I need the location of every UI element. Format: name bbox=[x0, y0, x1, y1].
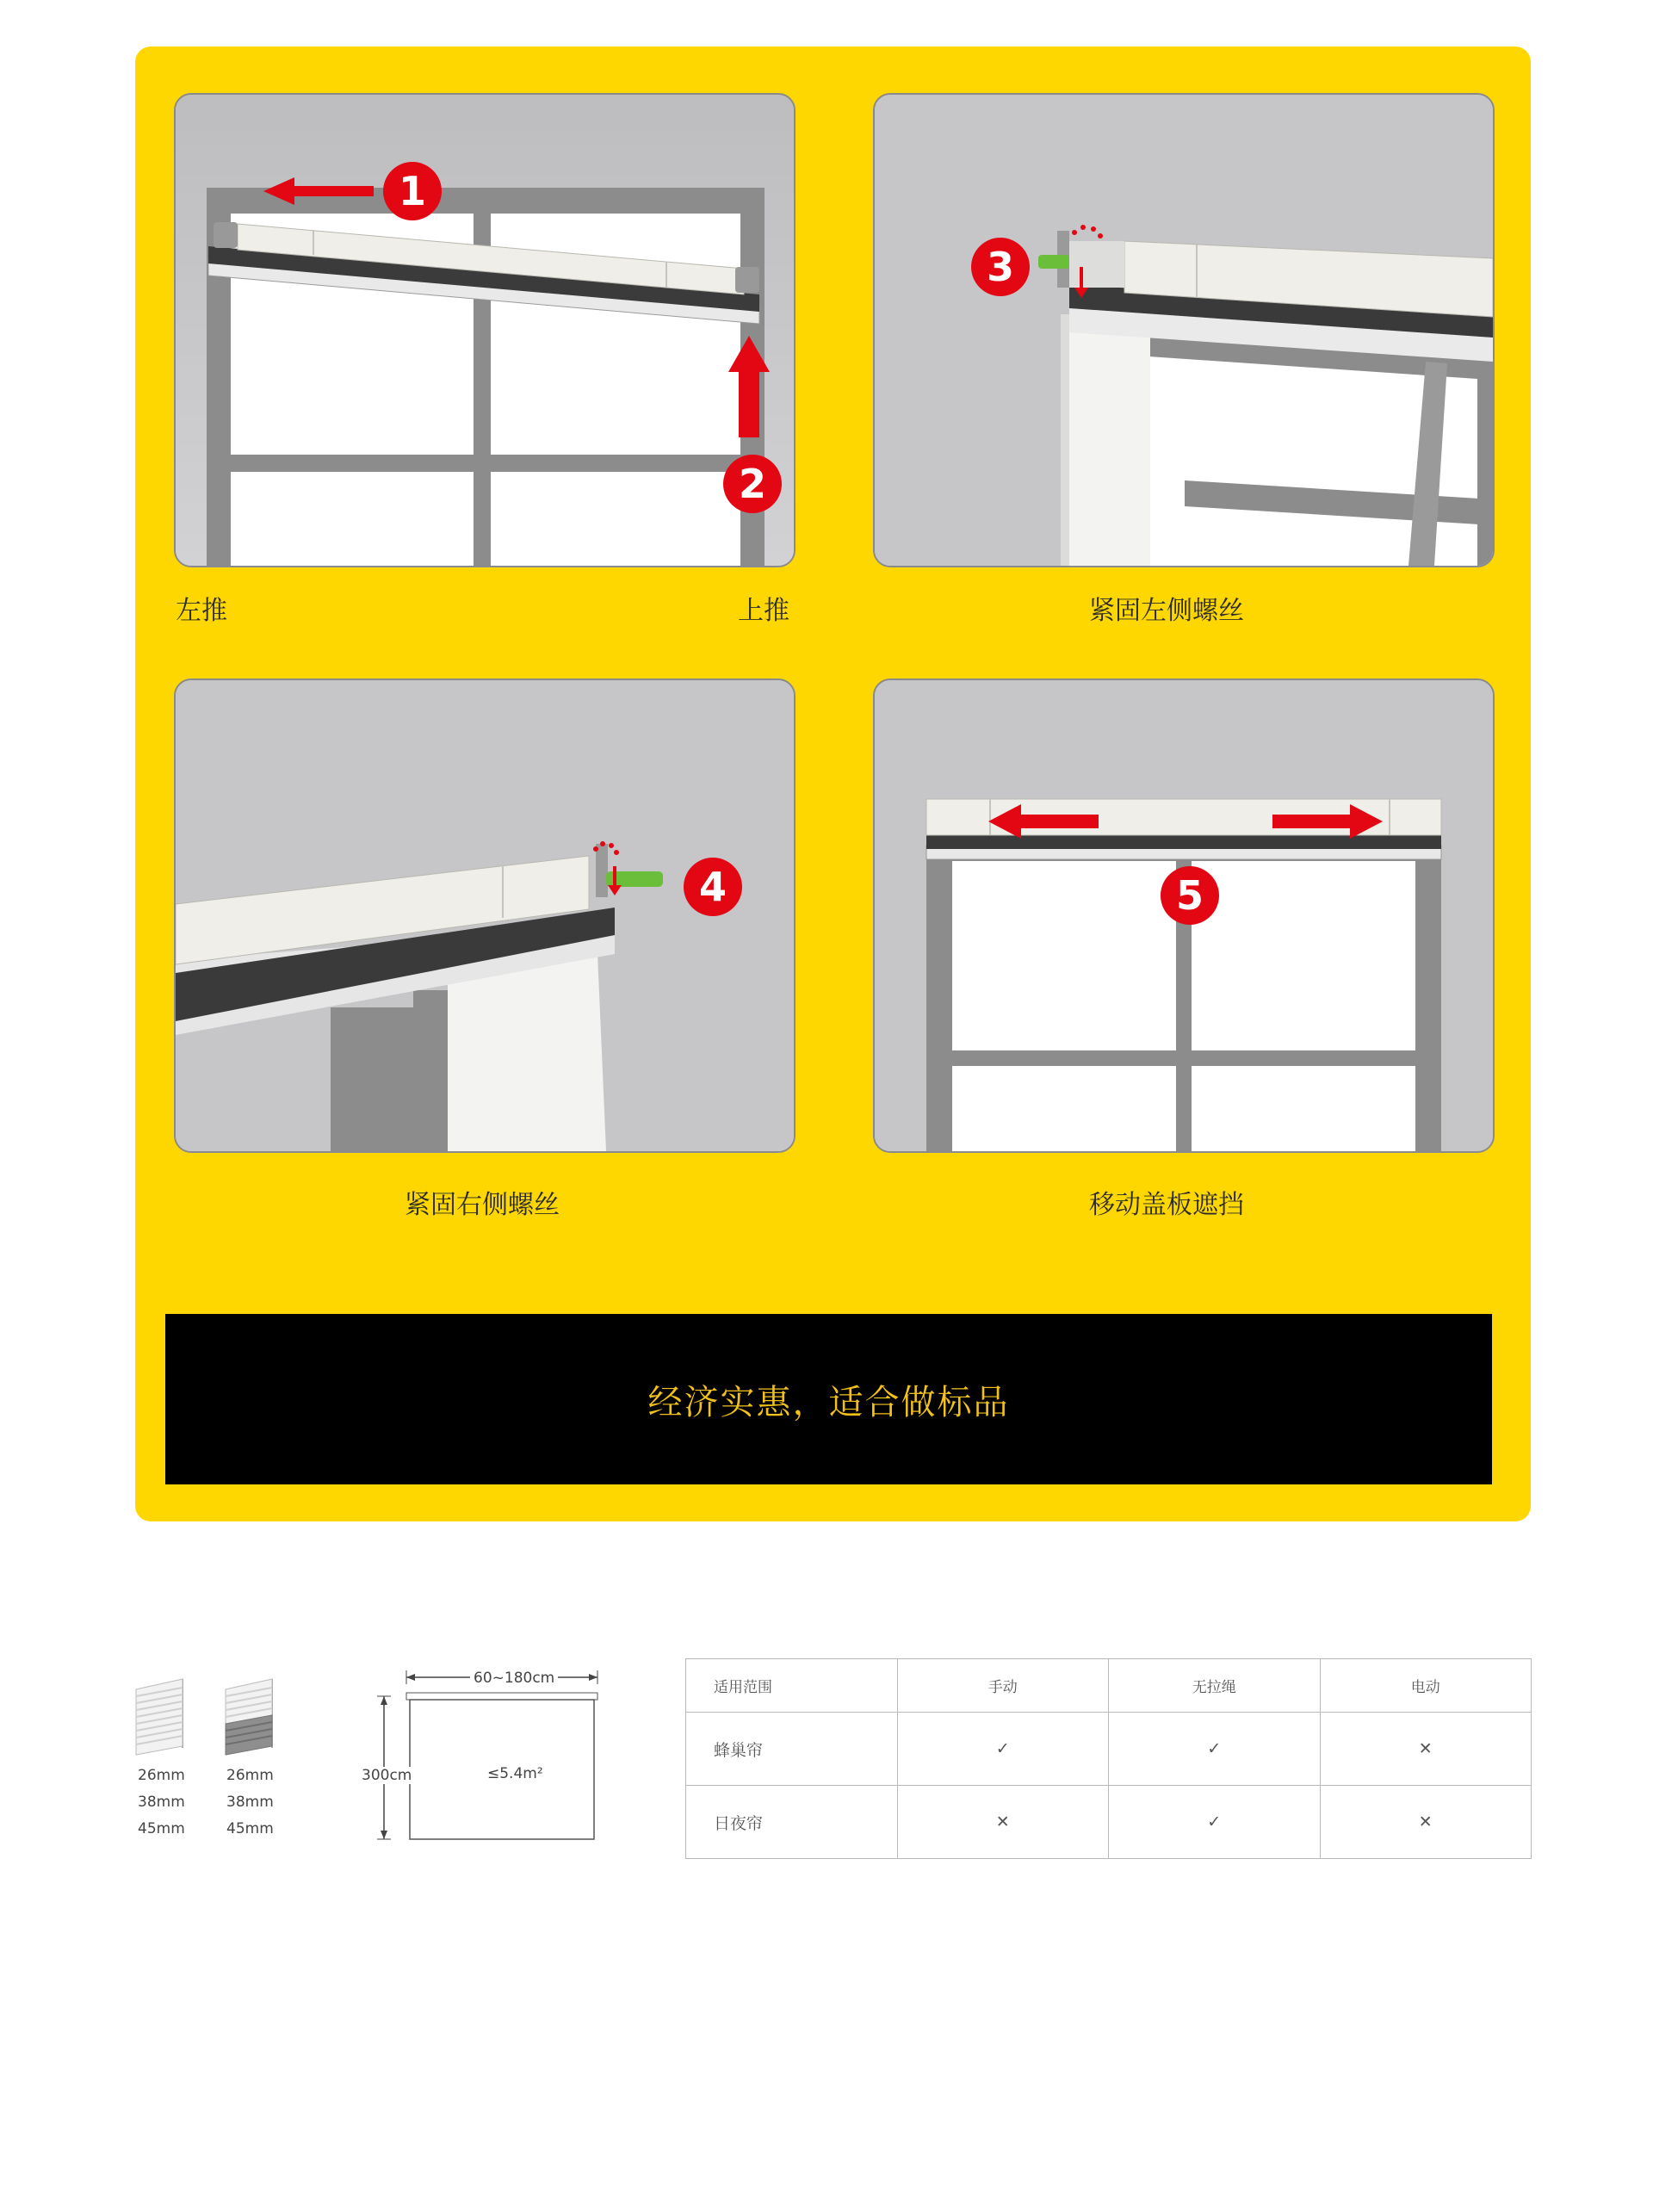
caption-fasten-right: 紧固右侧螺丝 bbox=[405, 1190, 560, 1220]
header-electric: 电动 bbox=[1320, 1659, 1532, 1713]
check-icon: ✓ bbox=[897, 1713, 1109, 1786]
step-2-illustration bbox=[873, 93, 1495, 567]
pleat-a-size-2: 38mm bbox=[138, 1794, 185, 1811]
pleat-a-size-1: 26mm bbox=[138, 1767, 185, 1784]
width-label: 60~180cm bbox=[470, 1670, 558, 1687]
area-label: ≤5.4m² bbox=[487, 1765, 543, 1782]
step-2-image bbox=[875, 95, 1493, 566]
size-diagram bbox=[370, 1662, 611, 1843]
marker-1: 1 bbox=[398, 168, 427, 214]
marker-3: 3 bbox=[986, 244, 1015, 290]
step-1-illustration bbox=[174, 93, 796, 567]
applicability-table bbox=[685, 1658, 1532, 1859]
step-4-illustration bbox=[873, 678, 1495, 1153]
pleat-a-size-3: 45mm bbox=[138, 1820, 185, 1837]
height-label: 300cm bbox=[362, 1767, 412, 1784]
caption-push-left: 左推 bbox=[176, 596, 227, 626]
day-night-pleat-icon bbox=[224, 1677, 274, 1757]
caption-move-cover: 移动盖板遮挡 bbox=[1089, 1190, 1244, 1220]
pleat-b-size-1: 26mm bbox=[226, 1767, 274, 1784]
table-header-row bbox=[686, 1659, 1532, 1713]
table-row bbox=[686, 1786, 1532, 1859]
check-icon: ✓ bbox=[1109, 1786, 1321, 1859]
pleat-b-size-3: 45mm bbox=[226, 1820, 274, 1837]
step-3-illustration bbox=[174, 678, 796, 1153]
cross-icon: ✕ bbox=[1320, 1786, 1532, 1859]
marker-2: 2 bbox=[738, 461, 767, 507]
header-scope: 适用范围 bbox=[686, 1659, 898, 1713]
marker-5: 5 bbox=[1175, 872, 1204, 919]
header-cordless: 无拉绳 bbox=[1109, 1659, 1321, 1713]
banner-text: 经济实惠，适合做标品 bbox=[647, 1382, 1010, 1422]
step-4-image bbox=[875, 680, 1493, 1151]
row-name-honeycomb: 蜂巢帘 bbox=[686, 1713, 898, 1786]
caption-fasten-left: 紧固左侧螺丝 bbox=[1089, 596, 1244, 626]
table-row bbox=[686, 1713, 1532, 1786]
cross-icon: ✕ bbox=[1320, 1713, 1532, 1786]
cross-icon: ✕ bbox=[897, 1786, 1109, 1859]
pleat-b-size-2: 38mm bbox=[226, 1794, 274, 1811]
check-icon: ✓ bbox=[1109, 1713, 1321, 1786]
instruction-panel bbox=[135, 46, 1531, 1521]
step-3-image bbox=[176, 680, 794, 1151]
step-1-image bbox=[176, 95, 794, 566]
caption-push-up: 上推 bbox=[738, 596, 789, 626]
promo-banner bbox=[165, 1314, 1492, 1484]
honeycomb-pleat-icon bbox=[134, 1677, 184, 1757]
marker-4: 4 bbox=[698, 864, 727, 910]
header-manual: 手动 bbox=[897, 1659, 1109, 1713]
row-name-day-night: 日夜帘 bbox=[686, 1786, 898, 1859]
